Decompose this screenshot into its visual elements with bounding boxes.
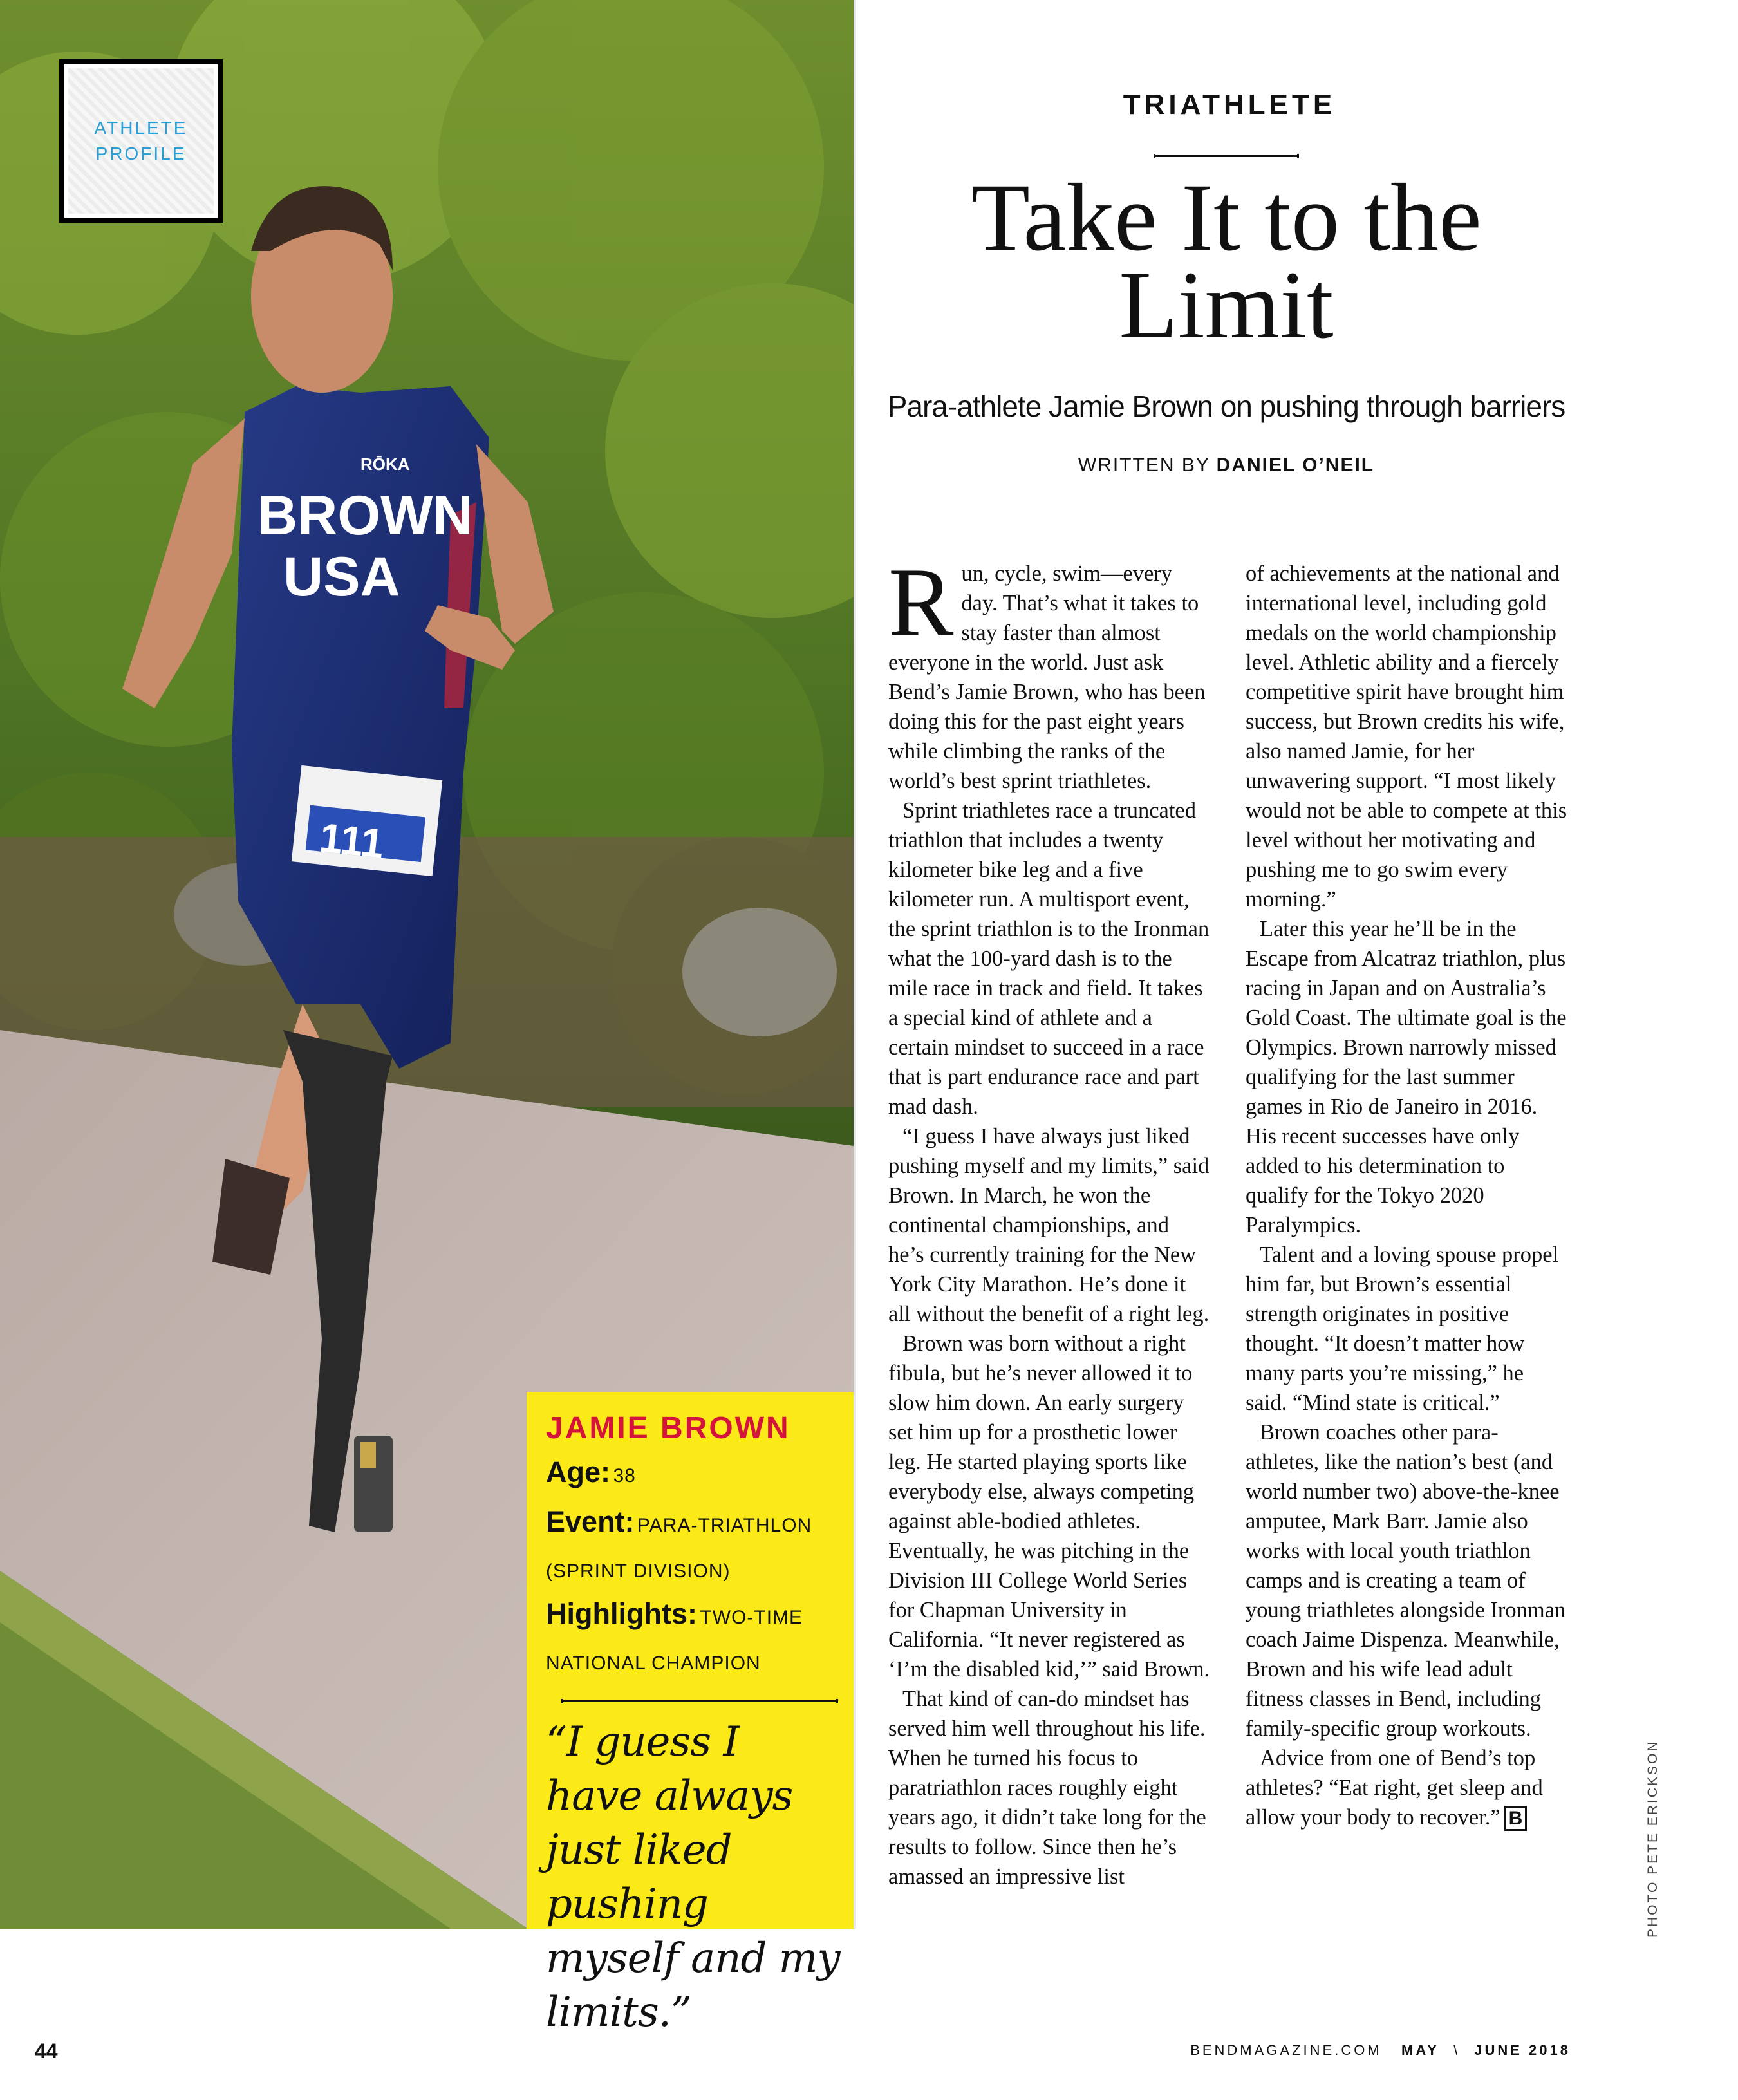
footer-issue-month: MAY [1401, 2042, 1439, 2058]
byline [856, 455, 1596, 476]
article-paragraph [888, 548, 1210, 796]
byline-author: DANIEL O’NEIL [1216, 455, 1375, 476]
footer-separator: \ [1453, 2042, 1461, 2058]
byline-prefix: WRITTEN BY [1078, 455, 1210, 476]
article-paragraph: Sprint triathletes race a truncated triathlon that includes a twenty kilometer bike leg and a five kilometer run. A multisport event, the sprint triathlon is to the Ironman what the 100-yard dash is to the mile race in track and field. It takes a special kind of athlete and a certain mindset to succeed in a race that is part endurance race and part mad dash. [888, 798, 1210, 1119]
page-number: 44 [35, 2039, 58, 2063]
footer-issue-date: JUNE 2018 [1474, 2042, 1571, 2058]
bib-number: 111 [317, 814, 386, 867]
badge-inner [64, 64, 218, 218]
info-highlights-value: TWO-TIME [700, 1607, 803, 1628]
info-highlights [546, 1593, 841, 1642]
info-age [546, 1451, 841, 1501]
article-paragraph: of achievements at the national and international level, including gold medals on the world championship level. Athletic ability and a fiercely competitive spirit have brought him success, but Brown credits his wife, also named Jamie, for her unwavering support. “I most likely would not be able to compete at this level without her motivating and pushing me to go swim every morning.” [1246, 561, 1567, 912]
article-paragraph: Later this year he’ll be in the Escape from Alcatraz triathlon, plus racing in Japan and on Australia’s Gold Coast. The ultimate goal is the Olympics. Brown narrowly missed qualifying for the last summer games in Rio de Janeiro in 2016. His recent successes have only added to his determination to qualify for the Tokyo 2020 Paralympics. [1246, 917, 1567, 1237]
info-athlete-name: JAMIE BROWN [546, 1411, 790, 1445]
photo-credit: PHOTO PETE ERICKSON [1645, 1739, 1660, 1938]
headline-line-1: Take It to the [971, 164, 1482, 271]
paragraph-text: Advice from one of Bend’s top athletes? “Eat right, get sleep and allow your body to recover.” [1246, 1746, 1543, 1830]
paragraph-text: un, cycle, swim—every day. That’s what it takes to stay faster than almost everyone in the world. Just ask Bend’s Jamie Brown, who has been doing this for the past eight years while climbing the ranks of the world’s best sprint triathletes. [888, 561, 1206, 793]
article-paragraph: Brown was born without a right fibula, but he’s never allowed it to slow him down. An early surgery set him up for a prosthetic lower leg. He started playing sports like everybody else, always competing against able-bodied athletes. Eventually, he was pitching in the Division III College World Series for Chapman University in California. “It never registered as ‘I’m the disabled kid,’” said Brown. [888, 1331, 1210, 1682]
info-age-label: Age: [546, 1456, 610, 1488]
jersey-name: BROWN [257, 485, 473, 547]
footer-issue [1190, 2042, 1571, 2059]
pull-quote: “I guess I have always just liked pushing myself and my limits.” [546, 1718, 840, 2036]
article-paragraph [1246, 1743, 1567, 1833]
article-paragraph: Talent and a loving spouse propel him far, but Brown’s essential strength originates in positive thought. “It doesn’t matter how many parts you’re missing,” he said. “Mind state is critical.” [1246, 1242, 1559, 1415]
info-event-value: PARA-TRIATHLON [637, 1515, 812, 1536]
article-paragraph: Brown coaches other para-athletes, like the nation’s best (and world number two) above-the-knee amputee, Mark Barr. Jamie also works with local youth triathlon camps and is creating a team of young triathletes alongside Ironman coach Jaime Dispenza. Meanwhile, Brown and his wife lead adult fitness classes in Bend, including family-specific group workouts. [1246, 1420, 1566, 1741]
athlete-profile-badge [59, 59, 223, 223]
headline-line-2: Limit [1119, 252, 1334, 359]
info-event [546, 1501, 841, 1550]
jersey-country: USA [283, 546, 400, 608]
info-highlights-label: Highlights: [546, 1597, 697, 1630]
section-kicker: TRIATHLETE [1123, 89, 1336, 120]
article-column-1 [888, 548, 1210, 1891]
athlete-info-box [527, 1392, 854, 2036]
info-highlights-value-cont: NATIONAL CHAMPION [546, 1653, 761, 1674]
end-mark-icon: B [1504, 1806, 1528, 1831]
headline [856, 164, 1596, 359]
article-paragraph: That kind of can-do mindset has served him well throughout his life. When he turned his focus to paratriathlon races roughly eight years ago, it didn’t take long for the results to follow. Since then he’s amassed an impressive list [888, 1687, 1206, 1889]
kicker-divider [1154, 155, 1299, 157]
footer-site: BENDMAGAZINE.COM [1190, 2042, 1382, 2058]
info-age-value: 38 [613, 1465, 636, 1486]
article-column-2 [1246, 559, 1567, 1833]
jersey-brand: RŌKA [360, 455, 410, 474]
info-divider [561, 1700, 838, 1702]
article-paragraph: “I guess I have always just liked pushing myself and my limits,” said Brown. In March, he won the continental championships, and he’s currently training for the New York City Marathon. He’s done it all without the benefit of a right leg. [888, 1124, 1210, 1326]
subheadline: Para-athlete Jamie Brown on pushing through barriers [887, 389, 1565, 423]
info-event-value-cont: (SPRINT DIVISION) [546, 1561, 731, 1582]
info-event-label: Event: [546, 1505, 635, 1538]
drop-cap: R [888, 548, 954, 656]
badge-text: ATHLETE PROFILE [94, 118, 188, 164]
